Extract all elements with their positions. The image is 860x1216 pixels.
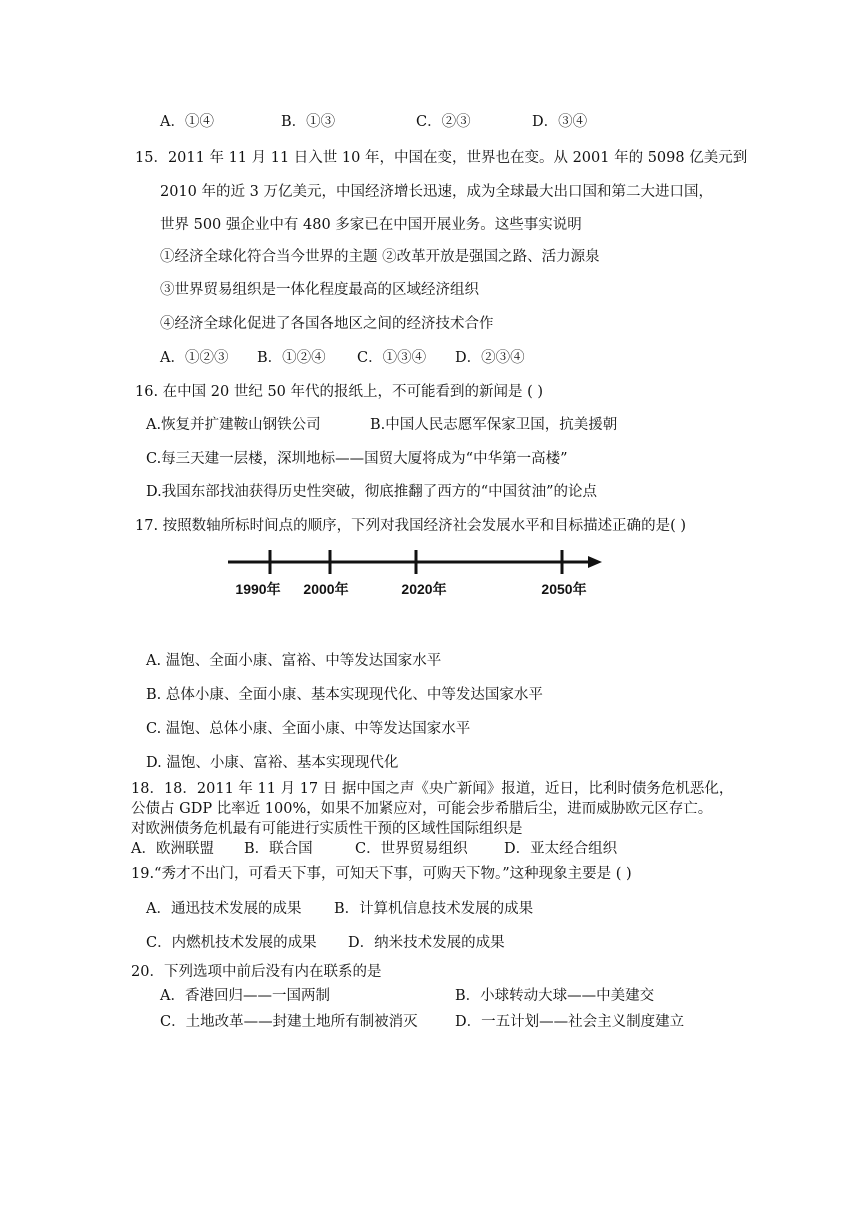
q15-option-a: A．①②③: [160, 350, 229, 366]
q16-option-c: C.每三天建一层楼，深圳地标——国贸大厦将成为“中华第一高楼”: [146, 451, 568, 467]
q20-stem: 20．下列选项中前后没有内在联系的是: [131, 964, 382, 980]
timeline-arrowhead: [588, 556, 602, 568]
q15-stem-line-1: 15．2011 年 11 月 11 日入世 10 年，中国在变，世界也在变。从 2001 年的 5098 亿美元到: [135, 150, 748, 166]
q18-option-c: C．世界贸易组织: [355, 841, 468, 857]
q15-option-b: B．①②④: [257, 350, 326, 366]
timeline-label-2050: 2050年: [541, 581, 587, 597]
q18-option-d: D．亚太经合组织: [504, 841, 618, 857]
q15-option-d: D．②③④: [455, 350, 525, 366]
q20-option-b: B．小球转动大球——中美建交: [455, 988, 655, 1004]
timeline-label-1990: 1990年: [235, 581, 281, 597]
q14-option-c: C．②③: [416, 114, 471, 130]
q15-statement-1-2: ①经济全球化符合当今世界的主题 ②改革开放是强国之路、活力源泉: [160, 249, 600, 265]
q19-option-a: A．通迅技术发展的成果: [146, 901, 302, 917]
q15-stem-line-3: 世界 500 强企业中有 480 多家已在中国开展业务。这些事实说明: [160, 217, 582, 233]
q15-option-c: C．①③④: [357, 350, 427, 366]
q19-option-c: C．内燃机技术发展的成果: [146, 935, 317, 951]
q14-option-d: D．③④: [532, 114, 588, 130]
q18-stem-line-3: 对欧洲债务危机最有可能进行实质性干预的区域性国际组织是: [131, 821, 523, 837]
q17-timeline-figure: [228, 548, 608, 608]
q17-stem: 17. 按照数轴所标时间点的顺序，下列对我国经济社会发展水平和目标描述正确的是( ): [135, 518, 687, 534]
q20-option-c: C．土地改革——封建土地所有制被消灭: [160, 1014, 418, 1030]
q14-option-b: B．①③: [281, 114, 336, 130]
q17-option-c: C. 温饱、总体小康、全面小康、中等发达国家水平: [146, 721, 471, 737]
q19-stem: 19.“秀才不出门，可看天下事，可知天下事，可购天下物。”这种现象主要是 ( ): [131, 866, 632, 882]
q16-option-d: D.我国东部找油获得历史性突破，彻底推翻了西方的“中国贫油”的论点: [146, 484, 598, 500]
q17-option-a: A. 温饱、全面小康、富裕、中等发达国家水平: [146, 653, 442, 669]
q20-option-a: A．香港回归——一国两制: [160, 988, 330, 1004]
q17-option-b: B. 总体小康、全面小康、基本实现现代化、中等发达国家水平: [146, 687, 543, 703]
q17-option-d: D. 温饱、小康、富裕、基本实现现代化: [146, 755, 399, 771]
timeline-label-2020: 2020年: [401, 581, 447, 597]
q20-option-d: D．一五计划——社会主义制度建立: [455, 1014, 685, 1030]
timeline-label-2000: 2000年: [303, 581, 349, 597]
q18-option-a: A．欧洲联盟: [131, 841, 214, 857]
q16-option-b: B.中国人民志愿军保家卫国，抗美援朝: [370, 417, 618, 433]
q15-stem-line-2: 2010 年的近 3 万亿美元，中国经济增长迅速，成为全球最大出口国和第二大进口国，: [160, 184, 713, 200]
q15-statement-4: ④经济全球化促进了各国各地区之间的经济技术合作: [160, 316, 494, 332]
timeline-svg: [228, 548, 608, 608]
q18-stem-line-2: 公债占 GDP 比率近 100%，如果不加紧应对，可能会步希腊后尘，进而威胁欧元区存亡。: [131, 801, 713, 817]
q16-stem: 16. 在中国 20 世纪 50 年代的报纸上，不可能看到的新闻是 ( ): [135, 384, 544, 400]
q18-option-b: B．联合国: [244, 841, 313, 857]
q14-option-a: A．①④: [160, 114, 214, 130]
q15-statement-3: ③世界贸易组织是一体化程度最高的区域经济组织: [160, 282, 479, 298]
q19-option-b: B．计算机信息技术发展的成果: [334, 901, 534, 917]
q16-option-a: A.恢复并扩建鞍山钢铁公司: [146, 417, 321, 433]
q18-stem-line-1: 18．18．2011 年 11 月 17 日 据中国之声《央广新闻》报道，近日，比利时债务危机恶化，: [131, 781, 734, 797]
q19-option-d: D．纳米技术发展的成果: [348, 935, 505, 951]
